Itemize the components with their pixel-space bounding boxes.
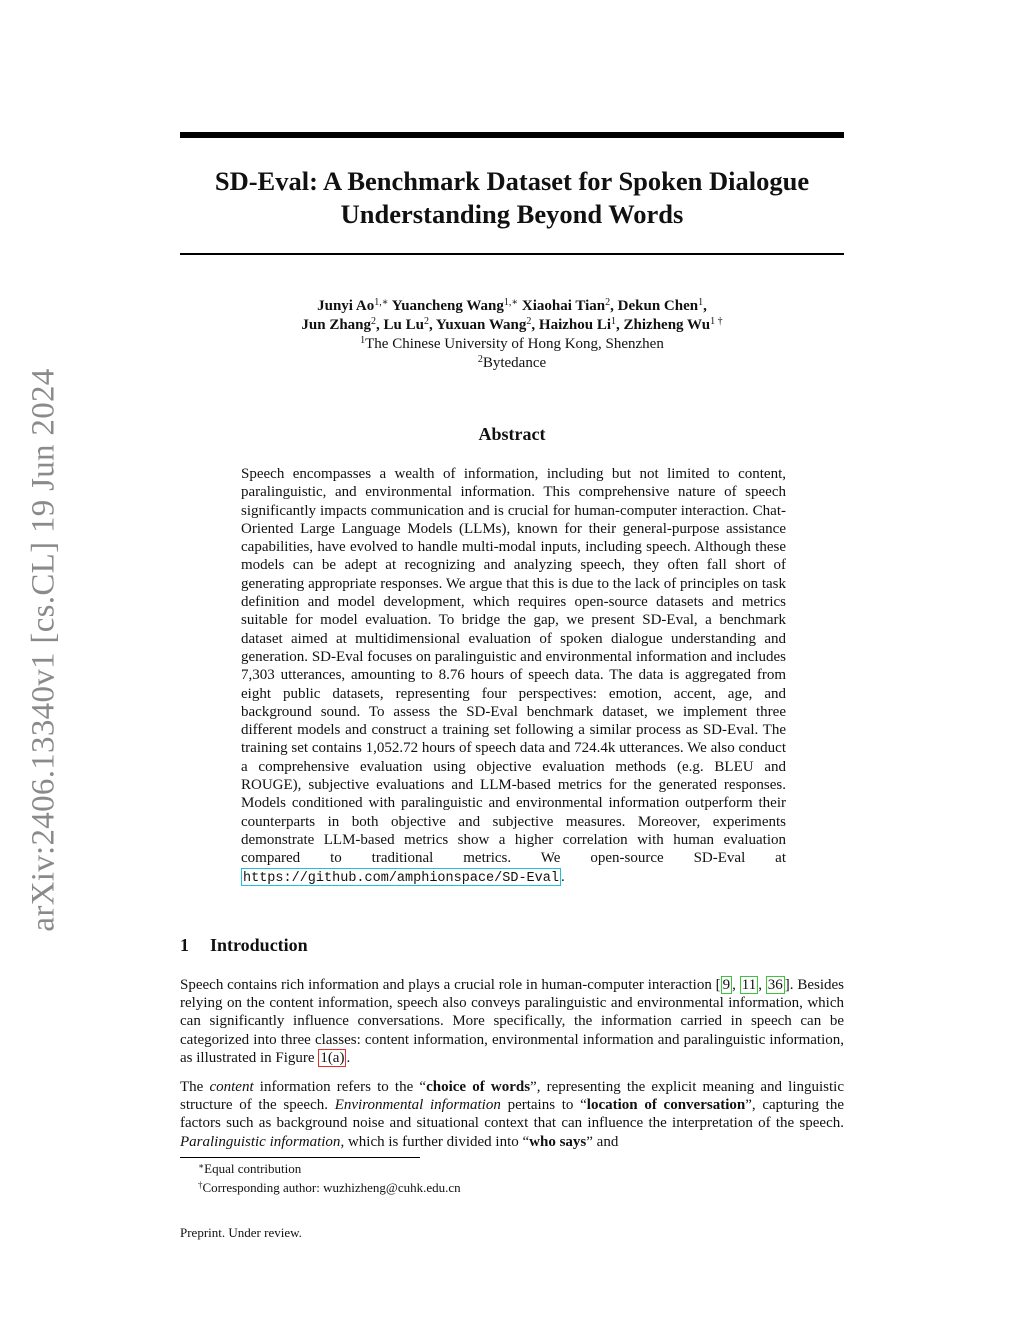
abstract-text: Speech encompasses a wealth of information, including but not limited to content, paralinguistic, and environmental information. This comprehensive nature of speech significantly impacts communication and is crucial for human-computer interaction. Chat-Oriented Large Language Models (LLMs), known for their general-purpose assistance capabilities, have evolved to handle multi-modal inputs, including speech. Although these models can be adept at recognizing and analyzing speech, they often fall short of generating appropriate responses. We argue that this is due to the lack of principles on task definition and model development, which requires open-source datasets and metrics suitable for model evaluation. To bridge the gap, we present SD-Eval, a benchmark dataset aimed at multidimensional evaluation of spoken dialogue understanding and generation. SD-Eval focuses on paralinguistic and environmental information and includes 7,303 utterances, amounting to 8.76 hours of speech data. The data is aggregated from eight public datasets, representing four perspectives: emotion, accent, age, and background sound. To assess the SD-Eval benchmark dataset, we implement three different models and construct a training set following a similar process as SD-Eval. The training set contains 1,052.72 hours of speech data and 724.4k utterances. We also conduct a comprehensive evaluation using objective evaluation methods (e.g. BLEU and ROUGE), subjective evaluations and LLM-based metrics for the generated responses. Models conditioned with paralinguistic and environmental information outperform their counterparts in both objective and subjective measures. Moreover, experiments demonstrate LLM-based metrics show a higher correlation with human evaluation compared to traditional metrics. We open-source SD-Eval at: [241, 466, 786, 867]
author: Zhizheng Wu: [623, 317, 711, 333]
paper-title: SD-Eval: A Benchmark Dataset for Spoken Dialogue Understanding Beyond Words: [214, 166, 810, 229]
bold-text: location of conversation: [586, 1097, 746, 1114]
section-number: 1: [180, 935, 189, 955]
author: Dekun Chen: [617, 298, 699, 314]
arxiv-identifier-text: arXiv:2406.13340v1 [cs.CL] 19 Jun 2024: [25, 368, 62, 932]
author: Haizhou Li: [538, 317, 612, 333]
footnote-corresponding-author: [198, 1180, 461, 1196]
author: Yuxuan Wang: [435, 317, 527, 333]
author-mark: 2: [526, 316, 532, 327]
paragraph-text: ”, capturing the factors such as background noise and situational context that can influence the interpretation of the speech.: [180, 1097, 845, 1132]
figure-reference-link[interactable]: 1(a): [320, 1049, 345, 1066]
footnote-equal-contribution: [198, 1161, 301, 1177]
emphasis-text: Environmental information: [334, 1097, 501, 1114]
citation-link[interactable]: 36: [767, 977, 783, 993]
title-top-rule: [180, 132, 844, 138]
author-mark: 1,∗: [503, 297, 519, 308]
paragraph-text: Speech contains rich information and plays a crucial role in human-computer interaction [: [180, 977, 721, 993]
author-mark: 1: [698, 297, 704, 308]
title-bottom-rule: [180, 253, 844, 255]
intro-heading: [180, 935, 308, 956]
affiliation-text: The Chinese University of Hong Kong, Shenzhen: [365, 336, 664, 352]
author: Yuancheng Wang: [391, 298, 504, 314]
footnote-mark: ∗: [198, 1161, 205, 1171]
author-mark: 1 †: [710, 316, 723, 327]
affiliation: [180, 335, 844, 354]
footnote-text: Equal contribution: [204, 1161, 302, 1176]
affiliation-mark: 1: [360, 335, 366, 346]
author: Lu Lu: [383, 317, 424, 333]
paragraph-text: ” and: [586, 1133, 619, 1150]
citation-link[interactable]: 9: [722, 977, 731, 993]
abstract-heading: Abstract: [478, 424, 546, 444]
author-names: Junyi $Ao^{1,∗}$ Yuancheng Wang$^{1,∗}$ Xiaohai Tian$^2$, Dekun Chen$^1$, Jun Zhang$^2$, Lu Lu$^2$, Yuxuan Wang$^2$, Haizhou Li$^1$, Zhizheng $Wu^{1 \dagger}$: [301, 297, 723, 333]
github-link-text[interactable]: https://github.com/amphionspace/SD-Eval: [243, 870, 559, 886]
paragraph-text: pertains to “: [500, 1097, 587, 1114]
bold-text: who says: [529, 1133, 587, 1150]
emphasis-text: content: [209, 1079, 254, 1095]
intro-paragraph-2: [180, 1078, 844, 1151]
author-block: [180, 297, 844, 373]
section-title: Introduction: [210, 935, 308, 955]
author-mark: 2: [605, 297, 611, 308]
preprint-notice: Preprint. Under review.: [180, 1225, 302, 1240]
paragraph-text: ]. Besides relying on the content information, speech also conveys paralinguistic and environmental information, which can significantly influence conversations. More specifically, the information carried in speech can be categorized into three classes: content information, environmental information and paralinguistic information, as illustrated in Figure: [180, 977, 845, 1066]
author-mark: 1: [611, 316, 617, 327]
affiliation: [180, 354, 844, 373]
footnote-rule: [180, 1157, 420, 1158]
paragraph-text: The: [180, 1079, 210, 1095]
github-link[interactable]: [241, 868, 561, 886]
emphasis-text: Paralinguistic information: [180, 1133, 341, 1150]
intro-paragraph-1: Speech contains rich information and plays a crucial role in human-computer interaction [ 9 , 11 , 36 ]. Besides relying on the content information, speech also conveys paralinguistic and environmental information, which can significantly influence conversations. More specifically, the information carried in speech can be categorized into three classes: content information, environmental information and paralinguistic information, as illustrated in Figure 1(a) .: [180, 977, 845, 1066]
author: Xiaohai Tian: [521, 298, 606, 314]
author: Junyi Ao: [317, 298, 375, 314]
citation-link[interactable]: 11: [741, 977, 757, 993]
arxiv-identifier: [24, 360, 64, 940]
footnote-mark: †: [198, 1180, 203, 1190]
abstract-period: .: [560, 868, 565, 885]
footnote-text: Corresponding author: wuzhizheng@cuhk.edu.cn: [202, 1180, 461, 1195]
affiliation-text: Bytedance: [482, 355, 547, 371]
author-mark: 1,∗: [374, 297, 389, 308]
author: Jun Zhang: [301, 317, 372, 333]
paragraph-text: ”, representing the explicit meaning and linguistic structure of the speech.: [180, 1079, 845, 1114]
author-mark: 2: [371, 316, 377, 327]
abstract-body: [241, 465, 786, 888]
affiliation-mark: 2: [477, 354, 483, 365]
bold-text: choice of words: [426, 1079, 531, 1095]
paragraph-text: .: [346, 1049, 351, 1066]
author-mark: 2: [423, 316, 429, 327]
paragraph-text: , which is further divided into “: [340, 1133, 530, 1150]
paragraph-text: information refers to the “: [253, 1079, 427, 1095]
